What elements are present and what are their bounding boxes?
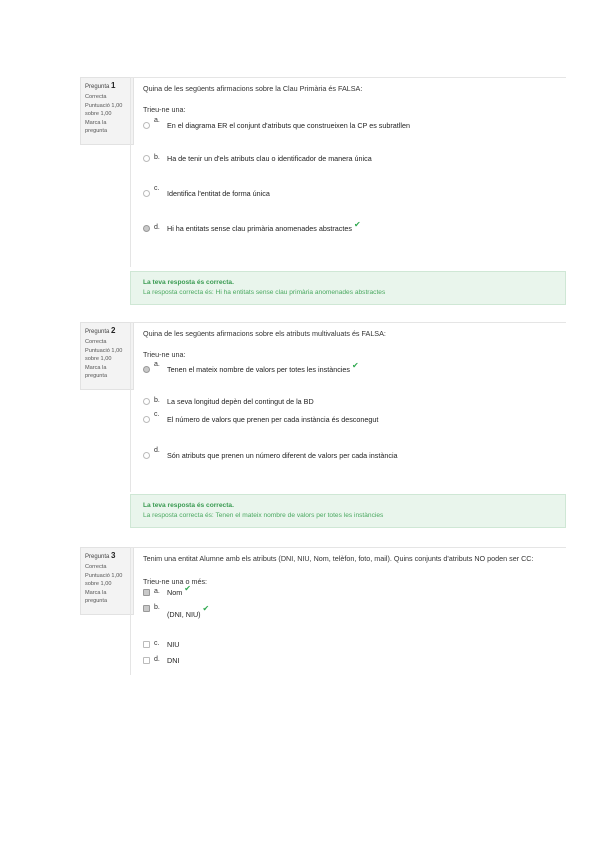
check-icon: ✔	[353, 220, 361, 229]
feedback-text: La resposta correcta és: Hi ha entitats sense clau primària anomenades abstractes	[143, 289, 386, 297]
question-score: Puntuació 1,00 sobre 1,00	[85, 103, 123, 117]
radio-button-selected[interactable]	[143, 366, 150, 373]
answer-option-c[interactable]: c. Identifica l'entitat de forma única	[143, 189, 270, 198]
question-text: Tenim una entitat Alumne amb els atributs (DNI, NIU, Nom, telèfon, foto, mail). Quins conjunts d'atributs NO poden ser CC:	[143, 554, 534, 563]
answer-option-c[interactable]: c. NIU	[143, 640, 179, 649]
answer-option-b[interactable]: b. Ha de tenir un d'els atributs clau o identificador de manera única	[143, 154, 372, 163]
answer-option-a[interactable]: a. En el diagrama ER el conjunt d'atributs que construeixen la CP es subratllen	[143, 121, 410, 130]
question-status: Correcta	[85, 338, 107, 345]
answer-prompt: Trieu-ne una:	[143, 350, 186, 359]
feedback-box	[130, 494, 566, 528]
question-info	[80, 547, 134, 615]
question-number: Pregunta 3	[85, 551, 116, 560]
check-icon: ✔	[202, 604, 210, 613]
flag-question-link[interactable]: Marca la pregunta	[85, 590, 108, 604]
flag-question-link[interactable]: Marca la pregunta	[85, 120, 108, 134]
question-3	[80, 547, 566, 677]
feedback-title: La teva resposta és correcta.	[143, 502, 234, 509]
radio-button[interactable]	[143, 452, 150, 459]
checkbox-checked[interactable]	[143, 605, 150, 612]
question-info	[80, 322, 134, 390]
radio-button[interactable]	[143, 398, 150, 405]
radio-button-selected[interactable]	[143, 225, 150, 232]
question-content	[130, 322, 566, 492]
question-2	[80, 322, 566, 537]
answer-option-b[interactable]: b. (DNI, NIU) ✔	[143, 604, 209, 613]
question-score: Puntuació 1,00 sobre 1,00	[85, 573, 123, 587]
checkbox-checked[interactable]	[143, 589, 150, 596]
question-status: Correcta	[85, 563, 107, 570]
answer-option-b[interactable]: b. La seva longitud depèn del contingut de la BD	[143, 397, 314, 406]
checkbox[interactable]	[143, 657, 150, 664]
feedback-box	[130, 271, 566, 305]
question-info	[80, 77, 134, 145]
question-text: Quina de les següents afirmacions sobre la Clau Primària és FALSA:	[143, 84, 363, 93]
answer-prompt: Trieu-ne una:	[143, 105, 186, 114]
answer-option-c[interactable]: c. El número de valors que prenen per cada instància és desconegut	[143, 415, 378, 424]
answer-prompt: Trieu-ne una o més:	[143, 577, 208, 586]
question-1	[80, 77, 566, 307]
question-number: Pregunta 1	[85, 81, 116, 90]
question-content	[130, 77, 566, 267]
question-score: Puntuació 1,00 sobre 1,00	[85, 348, 123, 362]
question-content	[130, 547, 566, 675]
radio-button[interactable]	[143, 190, 150, 197]
answer-option-d[interactable]: d. DNI	[143, 656, 179, 665]
answer-option-a[interactable]: a. Nom ✔	[143, 588, 191, 597]
feedback-title: La teva resposta és correcta.	[143, 279, 234, 286]
question-number: Pregunta 2	[85, 326, 116, 335]
check-icon: ✔	[351, 361, 359, 370]
radio-button[interactable]	[143, 155, 150, 162]
feedback-text: La resposta correcta és: Tenen el mateix nombre de valors per totes les instàncies	[143, 512, 384, 520]
question-status: Correcta	[85, 93, 107, 100]
answer-option-a[interactable]: a. Tenen el mateix nombre de valors per totes les instàncies ✔	[143, 365, 359, 374]
check-icon: ✔	[184, 584, 191, 593]
flag-question-link[interactable]: Marca la pregunta	[85, 365, 108, 379]
question-text: Quina de les següents afirmacions sobre els atributs multivaluats és FALSA:	[143, 329, 386, 338]
answer-option-d[interactable]: d. Són atributs que prenen un número diferent de valors per cada instància	[143, 451, 398, 460]
radio-button[interactable]	[143, 122, 150, 129]
radio-button[interactable]	[143, 416, 150, 423]
checkbox[interactable]	[143, 641, 150, 648]
answer-option-d[interactable]: d. Hi ha entitats sense clau primària anomenades abstractes ✔	[143, 224, 361, 233]
